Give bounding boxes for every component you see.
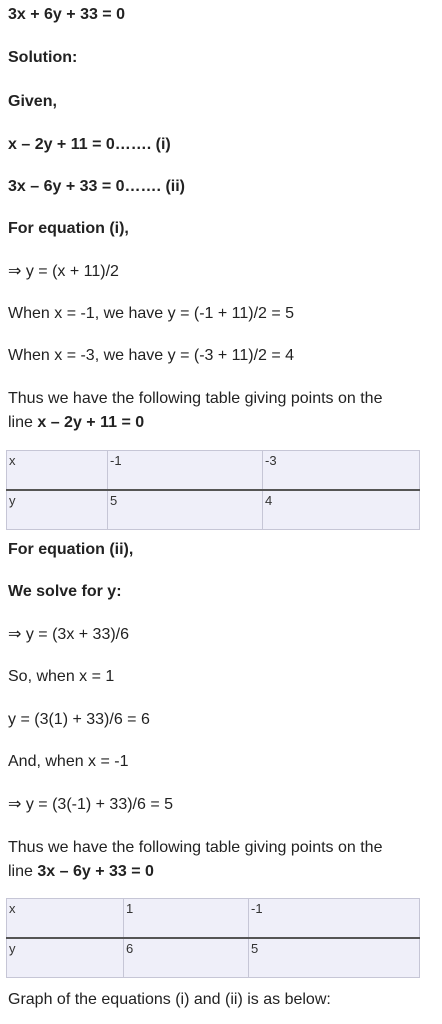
points-table-ii [6,898,420,978]
step-i-2: When x = -1, we have y = (-1 + 11)/2 = 5 [8,305,295,322]
table-cell: -1 [249,899,420,939]
table1-intro-line-b [8,413,144,433]
table-cell: 5 [108,490,263,530]
points-table-i [6,450,420,530]
table2-intro-line-b [8,862,154,882]
table-row [7,490,420,530]
table-row [7,451,420,491]
table-row [7,899,420,939]
step-ii-1: ⇒ y = (3x + 33)/6 [8,626,130,643]
table-cell: 5 [249,938,420,978]
step-ii-2: So, when x = 1 [8,668,115,685]
given-label: Given, [8,93,57,110]
table-cell-label: y [7,938,124,978]
step-ii-5: ⇒ y = (3(-1) + 33)/6 = 5 [8,796,174,813]
table2-intro-prefix: line [8,863,38,880]
step-i-3: When x = -3, we have y = (-3 + 11)/2 = 4 [8,347,295,364]
table2-intro-line-a: Thus we have the following table giving points on the [8,839,383,856]
table-cell: -3 [263,451,420,491]
table-cell: 4 [263,490,420,530]
table-cell-label: y [7,490,108,530]
table-row [7,938,420,978]
equation-ii: 3x – 6y + 33 = 0……. (ii) [8,178,185,195]
equation-i: x – 2y + 11 = 0……. (i) [8,136,171,153]
header-equation: 3x + 6y + 33 = 0 [8,6,125,23]
solution-label: Solution: [8,49,78,66]
table-cell: -1 [108,451,263,491]
table1-intro-line-a: Thus we have the following table giving points on the [8,390,383,407]
table-cell-label: x [7,899,124,939]
graph-caption: Graph of the equations (i) and (ii) is as below: [8,991,331,1008]
step-ii-3: y = (3(1) + 33)/6 = 6 [8,711,150,728]
table1-intro-equation: x – 2y + 11 = 0 [37,414,145,431]
table-cell: 6 [124,938,249,978]
table1-intro-prefix: line [8,414,38,431]
table2-intro-equation: 3x – 6y + 33 = 0 [37,863,154,880]
table-cell: 1 [124,899,249,939]
solve-for-y-heading: We solve for y: [8,583,122,600]
for-equation-i-heading: For equation (i), [8,220,129,237]
for-equation-ii-heading: For equation (ii), [8,541,134,558]
step-i-1: ⇒ y = (x + 11)/2 [8,263,119,280]
step-ii-4: And, when x = -1 [8,753,129,770]
table-cell-label: x [7,451,108,491]
